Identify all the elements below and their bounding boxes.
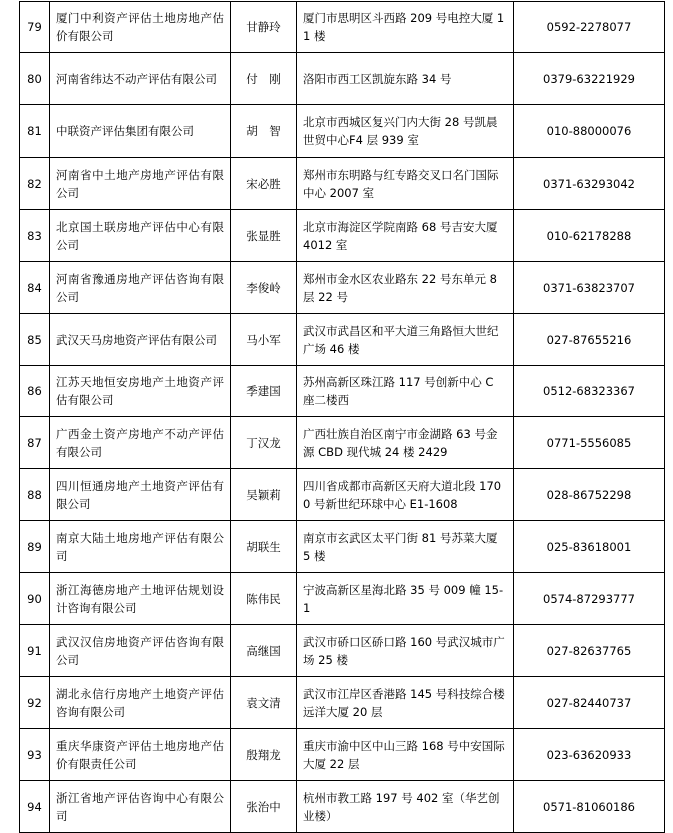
phone-number: 025-83618001 bbox=[514, 521, 665, 573]
table-row bbox=[20, 521, 665, 573]
phone-number: 0592-2278077 bbox=[514, 2, 665, 53]
address: 四川省成都市高新区天府大道北段 1700 号新世纪环球中心 E1-1608 bbox=[297, 469, 514, 521]
phone-number: 027-87655216 bbox=[514, 314, 665, 366]
company-name: 重庆华康资产评估土地房地产估价有限责任公司 bbox=[50, 729, 231, 781]
phone-number: 0512-68323367 bbox=[514, 366, 665, 417]
company-name: 湖北永信行房地产土地资产评估咨询有限公司 bbox=[50, 677, 231, 729]
phone-number: 0371-63823707 bbox=[514, 262, 665, 314]
contact-person: 胡 智 bbox=[231, 105, 297, 158]
phone-number: 010-88000076 bbox=[514, 105, 665, 158]
table-row bbox=[20, 417, 665, 469]
row-number: 79 bbox=[20, 2, 50, 53]
contact-person: 付 刚 bbox=[231, 53, 297, 105]
table-row bbox=[20, 262, 665, 314]
row-number: 90 bbox=[20, 573, 50, 625]
contact-person: 张治中 bbox=[231, 781, 297, 833]
row-number: 82 bbox=[20, 158, 50, 210]
address: 宁波高新区星海北路 35 号 009 幢 15-1 bbox=[297, 573, 514, 625]
company-name: 中联资产评估集团有限公司 bbox=[50, 105, 231, 158]
address: 杭州市教工路 197 号 402 室（华艺创业楼） bbox=[297, 781, 514, 833]
row-number: 88 bbox=[20, 469, 50, 521]
row-number: 85 bbox=[20, 314, 50, 366]
company-name: 四川恒通房地产土地资产评估有限公司 bbox=[50, 469, 231, 521]
address: 郑州市金水区农业路东 22 号东单元 8 层 22 号 bbox=[297, 262, 514, 314]
contact-person: 胡联生 bbox=[231, 521, 297, 573]
address: 武汉市武昌区和平大道三角路恒大世纪广场 46 楼 bbox=[297, 314, 514, 366]
address: 郑州市东明路与红专路交叉口名门国际中心 2007 室 bbox=[297, 158, 514, 210]
table-row bbox=[20, 53, 665, 105]
agency-table bbox=[19, 1, 665, 833]
address: 厦门市思明区斗西路 209 号电控大厦 11 楼 bbox=[297, 2, 514, 53]
address: 武汉市硚口区硚口路 160 号武汉城市广场 25 楼 bbox=[297, 625, 514, 677]
phone-number: 0371-63293042 bbox=[514, 158, 665, 210]
row-number: 92 bbox=[20, 677, 50, 729]
phone-number: 0571-81060186 bbox=[514, 781, 665, 833]
address: 北京市海淀区学院南路 68 号吉安大厦 4012 室 bbox=[297, 210, 514, 262]
address: 武汉市江岸区香港路 145 号科技综合楼远洋大厦 20 层 bbox=[297, 677, 514, 729]
row-number: 87 bbox=[20, 417, 50, 469]
row-number: 91 bbox=[20, 625, 50, 677]
company-name: 浙江海德房地产土地评估规划设计咨询有限公司 bbox=[50, 573, 231, 625]
phone-number: 0574-87293777 bbox=[514, 573, 665, 625]
table-row bbox=[20, 210, 665, 262]
phone-number: 010-62178288 bbox=[514, 210, 665, 262]
company-name: 河南省纬达不动产评估有限公司 bbox=[50, 53, 231, 105]
company-name: 河南省中土地产房地产评估有限公司 bbox=[50, 158, 231, 210]
table-row bbox=[20, 729, 665, 781]
phone-number: 027-82637765 bbox=[514, 625, 665, 677]
table-row bbox=[20, 366, 665, 417]
row-number: 81 bbox=[20, 105, 50, 158]
agency-table-body bbox=[20, 2, 665, 833]
company-name: 浙江省地产评估咨询中心有限公司 bbox=[50, 781, 231, 833]
row-number: 83 bbox=[20, 210, 50, 262]
address: 洛阳市西工区凯旋东路 34 号 bbox=[297, 53, 514, 105]
row-number: 80 bbox=[20, 53, 50, 105]
table-row bbox=[20, 314, 665, 366]
company-name: 北京国土联房地产评估中心有限公司 bbox=[50, 210, 231, 262]
company-name: 河南省豫通房地产评估咨询有限公司 bbox=[50, 262, 231, 314]
address: 北京市西城区复兴门内大街 28 号凯晨世贸中心F4 层 939 室 bbox=[297, 105, 514, 158]
table-row bbox=[20, 625, 665, 677]
contact-person: 丁汉龙 bbox=[231, 417, 297, 469]
contact-person: 袁文清 bbox=[231, 677, 297, 729]
contact-person: 宋必胜 bbox=[231, 158, 297, 210]
address: 苏州高新区珠江路 117 号创新中心 C 座二楼西 bbox=[297, 366, 514, 417]
phone-number: 0379-63221929 bbox=[514, 53, 665, 105]
phone-number: 0771-5556085 bbox=[514, 417, 665, 469]
table-row bbox=[20, 158, 665, 210]
contact-person: 甘静玲 bbox=[231, 2, 297, 53]
table-row bbox=[20, 781, 665, 833]
phone-number: 028-86752298 bbox=[514, 469, 665, 521]
phone-number: 023-63620933 bbox=[514, 729, 665, 781]
row-number: 84 bbox=[20, 262, 50, 314]
company-name: 武汉天马房地资产评估有限公司 bbox=[50, 314, 231, 366]
phone-number: 027-82440737 bbox=[514, 677, 665, 729]
table-row bbox=[20, 105, 665, 158]
row-number: 94 bbox=[20, 781, 50, 833]
table-row bbox=[20, 469, 665, 521]
table-row bbox=[20, 2, 665, 53]
company-name: 厦门中利资产评估土地房地产估价有限公司 bbox=[50, 2, 231, 53]
contact-person: 季建国 bbox=[231, 366, 297, 417]
contact-person: 李俊岭 bbox=[231, 262, 297, 314]
contact-person: 吴颖莉 bbox=[231, 469, 297, 521]
address: 重庆市渝中区中山三路 168 号中安国际大厦 22 层 bbox=[297, 729, 514, 781]
contact-person: 高继国 bbox=[231, 625, 297, 677]
company-name: 广西金土资产房地产不动产评估有限公司 bbox=[50, 417, 231, 469]
row-number: 89 bbox=[20, 521, 50, 573]
table-row bbox=[20, 573, 665, 625]
contact-person: 张显胜 bbox=[231, 210, 297, 262]
contact-person: 陈伟民 bbox=[231, 573, 297, 625]
row-number: 93 bbox=[20, 729, 50, 781]
company-name: 江苏天地恒安房地产土地资产评估有限公司 bbox=[50, 366, 231, 417]
company-name: 南京大陆土地房地产评估有限公司 bbox=[50, 521, 231, 573]
address: 南京市玄武区太平门街 81 号苏菜大厦 5 楼 bbox=[297, 521, 514, 573]
row-number: 86 bbox=[20, 366, 50, 417]
company-name: 武汉汉信房地资产评估咨询有限公司 bbox=[50, 625, 231, 677]
address: 广西壮族自治区南宁市金湖路 63 号金源 CBD 现代城 24 楼 2429 bbox=[297, 417, 514, 469]
contact-person: 马小军 bbox=[231, 314, 297, 366]
contact-person: 殷翔龙 bbox=[231, 729, 297, 781]
table-row bbox=[20, 677, 665, 729]
